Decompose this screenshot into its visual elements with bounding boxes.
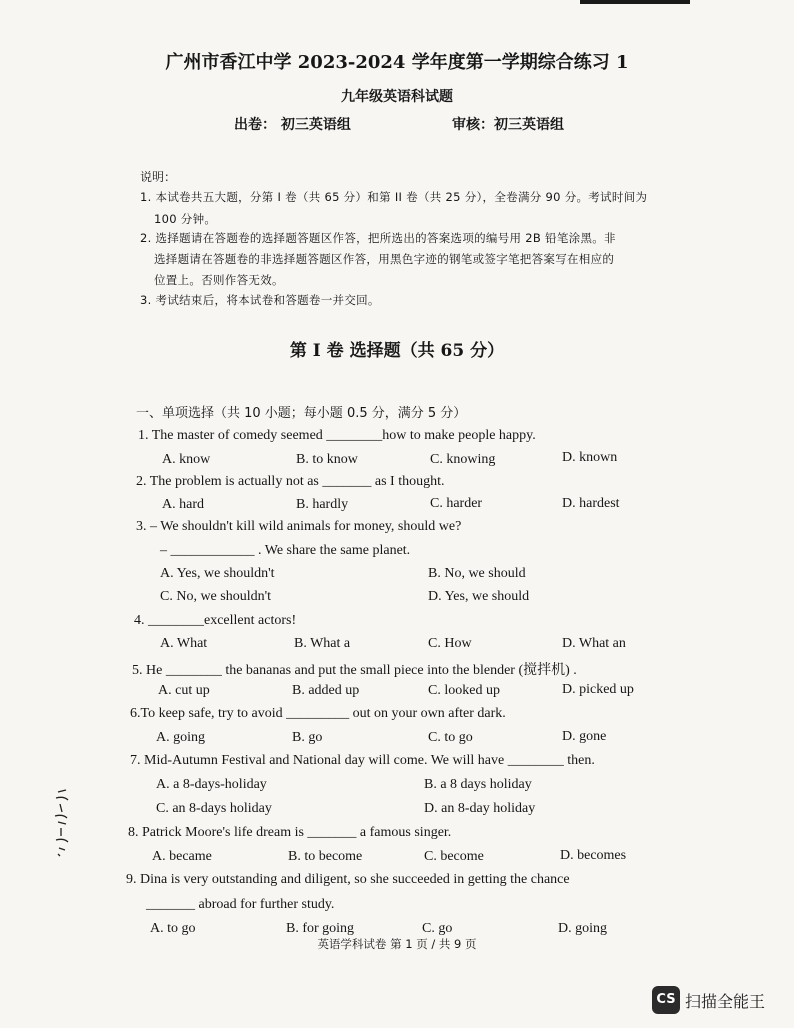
question-stem: 5. He ________ the bananas and put the small piece into the blender (搅拌机) . xyxy=(132,663,577,678)
option-b: B. What a xyxy=(294,636,351,651)
question-stem: 2. The problem is actually not as _______ as I thought. xyxy=(136,474,445,489)
option-d: D. picked up xyxy=(562,682,634,697)
option-a: A. going xyxy=(156,730,205,745)
option-b: B. a 8 days holiday xyxy=(424,777,532,792)
option-a: A. to go xyxy=(150,921,196,936)
margin-scribble xyxy=(52,788,74,858)
option-b: B. hardly xyxy=(296,497,349,512)
option-a: A. became xyxy=(152,849,212,864)
option-b: B. to know xyxy=(296,452,358,467)
note-line: 100 分钟。 xyxy=(154,212,217,226)
note-line: 2. 选择题请在答题卷的选择题答题区作答，把所选出的答案选项的编号用 2B 铅笔涂黑。非 xyxy=(140,231,616,245)
option-c: C. an 8-days holiday xyxy=(156,801,272,816)
question-stem: 9. Dina is very outstanding and diligent, so she succeeded in getting the chance xyxy=(126,872,570,887)
option-c: C. knowing xyxy=(430,452,496,467)
question-stem: 3. – We shouldn't kill wild animals for money, should we? xyxy=(136,519,462,534)
reviewer-line: 审核：初三英语组 xyxy=(452,117,564,133)
top-edge-mark xyxy=(580,0,690,4)
question-stem: 1. The master of comedy seemed ________how to make people happy. xyxy=(138,428,536,443)
option-b: B. for going xyxy=(286,921,355,936)
option-b: B. go xyxy=(292,730,323,745)
question-stem: 6.To keep safe, try to avoid _________ out on your own after dark. xyxy=(130,706,506,721)
page-footer: 英语学科试卷 第 1 页 / 共 9 页 xyxy=(317,937,477,951)
section-title: 一、单项选择（共 10 小题；每小题 0.5 分，满分 5 分） xyxy=(136,406,467,421)
option-a: A. a 8-days-holiday xyxy=(156,777,267,792)
option-b: B. to become xyxy=(288,849,363,864)
option-c: C. go xyxy=(422,921,453,936)
option-c: C. harder xyxy=(430,496,483,511)
exam-subtitle: 九年级英语科试题 xyxy=(341,89,453,105)
notes-heading: 说明： xyxy=(140,170,177,184)
watermark-text: 扫描全能王 xyxy=(685,992,766,1011)
option-d: D. gone xyxy=(562,729,607,744)
question-stem: 4. ________excellent actors! xyxy=(134,613,297,628)
part-title: 第 I 卷 选择题（共 65 分） xyxy=(289,341,505,361)
option-d: D. What an xyxy=(562,636,626,651)
option-c: C. No, we shouldn't xyxy=(160,589,272,604)
option-a: A. know xyxy=(162,452,211,467)
question-stem-continued: – ____________ . We share the same planet. xyxy=(160,543,411,558)
note-line: 选择题请在答题卷的非选择题答题区作答，用黑色字迹的钢笔或签字笔把答案写在相应的 xyxy=(154,252,615,266)
option-d: D. hardest xyxy=(562,496,620,511)
option-c: C. to go xyxy=(428,730,473,745)
option-a: A. Yes, we shouldn't xyxy=(160,566,275,581)
option-a: A. hard xyxy=(162,497,204,512)
question-stem: 8. Patrick Moore's life dream is _______ a famous singer. xyxy=(128,825,452,840)
option-a: A. What xyxy=(160,636,208,651)
option-d: D. known xyxy=(562,450,618,465)
note-line: 位置上。否则作答无效。 xyxy=(154,273,284,287)
option-d: D. Yes, we should xyxy=(428,589,530,604)
exam-title: 广州市香江中学 2023-2024 学年度第一学期综合练习 1 xyxy=(165,52,629,73)
note-line: 3. 考试结束后，将本试卷和答题卷一并交回。 xyxy=(140,293,380,307)
option-c: C. How xyxy=(428,636,472,651)
option-d: D. going xyxy=(558,921,607,936)
option-a: A. cut up xyxy=(158,683,210,698)
author-line: 出卷： 初三英语组 xyxy=(234,117,351,133)
note-line: 1. 本试卷共五大题，分第 I 卷（共 65 分）和第 II 卷（共 25 分），全卷满分 90 分。考试时间为 xyxy=(140,190,648,204)
option-d: D. becomes xyxy=(560,848,627,863)
option-d: D. an 8-day holiday xyxy=(424,801,536,816)
option-c: C. looked up xyxy=(428,683,500,698)
question-stem: 7. Mid-Autumn Festival and National day will come. We will have ________ then. xyxy=(130,753,595,768)
camscanner-logo-icon: CS xyxy=(652,986,680,1014)
option-c: C. become xyxy=(424,849,484,864)
question-stem-continued: _______ abroad for further study. xyxy=(146,897,335,912)
option-b: B. No, we should xyxy=(428,566,526,581)
option-b: B. added up xyxy=(292,683,360,698)
